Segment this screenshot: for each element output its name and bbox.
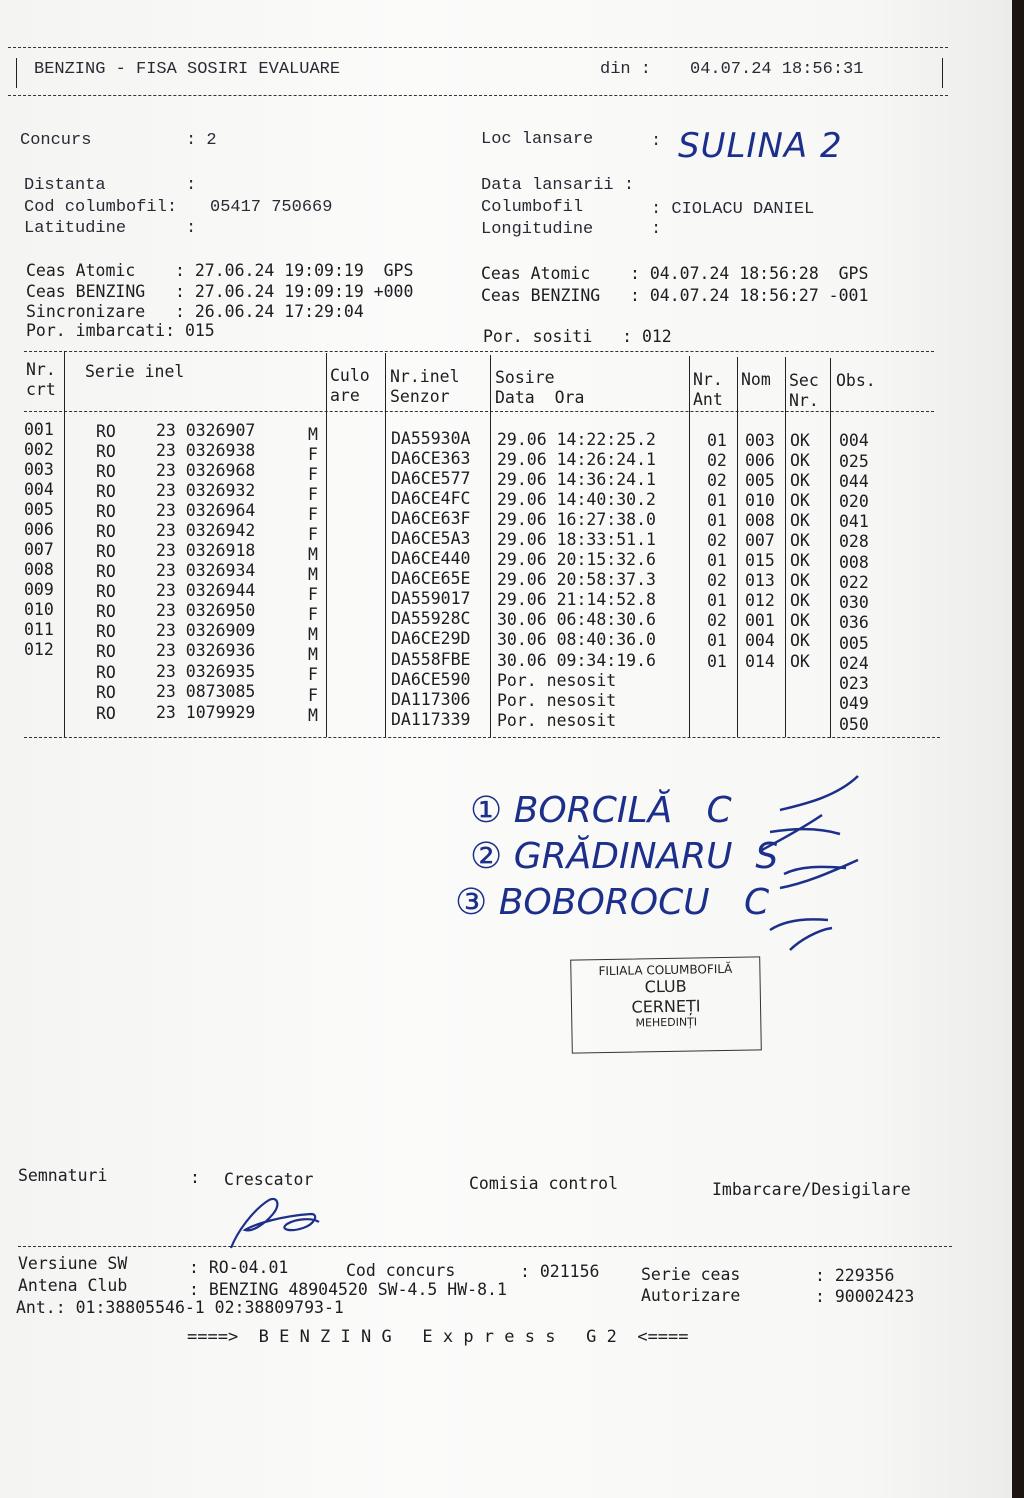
row-sosire: 29.06 21:14:52.8 bbox=[497, 590, 656, 609]
row-ant: 01 bbox=[707, 551, 727, 570]
clock-right-line-1: Ceas Atomic : 04.07.24 18:56:28 GPS bbox=[481, 264, 869, 283]
row-senzor: DA6CE577 bbox=[391, 469, 471, 488]
latitudine-value: : bbox=[186, 219, 197, 238]
row-ant: 02 bbox=[707, 531, 727, 550]
row-sosire: 29.06 14:22:25.2 bbox=[497, 430, 656, 449]
row-sex: F bbox=[308, 485, 318, 504]
row-serie: 23 0326944 bbox=[156, 581, 256, 600]
col-divider bbox=[689, 356, 690, 737]
row-obs: 008 bbox=[839, 553, 869, 572]
row-nr: 012 bbox=[24, 640, 54, 659]
row-sosire: 30.06 06:48:30.6 bbox=[497, 610, 656, 629]
handwritten-initials-marks bbox=[740, 770, 870, 960]
serie-ceas-label: Serie ceas bbox=[641, 1265, 741, 1284]
handwritten-name-2: ② GRĂDINARU S bbox=[470, 836, 779, 877]
row-ant: 02 bbox=[707, 571, 727, 590]
th-nr-ant-2: Ant bbox=[693, 390, 723, 409]
autorizare-value: : 90002423 bbox=[815, 1287, 915, 1306]
row-senzor: DA559017 bbox=[391, 589, 471, 608]
col-divider bbox=[490, 355, 491, 737]
crescator-label: Crescator bbox=[224, 1170, 314, 1189]
th-sec-1: Sec bbox=[789, 371, 819, 390]
stamp-line-4: MEHEDINȚI bbox=[635, 1015, 698, 1030]
row-sex: F bbox=[308, 665, 318, 684]
row-ant: 01 bbox=[707, 511, 727, 530]
row-obs: 020 bbox=[839, 492, 869, 511]
th-nr-inel-2: Senzor bbox=[390, 387, 450, 406]
row-sec: OK bbox=[790, 551, 810, 570]
row-serie: 23 0326968 bbox=[156, 461, 256, 480]
col-divider bbox=[64, 351, 65, 737]
row-nom: 013 bbox=[745, 571, 775, 590]
stamp-line-2: CLUB bbox=[644, 977, 687, 997]
row-obs: 036 bbox=[839, 613, 869, 632]
row-sosire: 29.06 16:27:38.0 bbox=[497, 510, 656, 529]
row-nr: 010 bbox=[24, 600, 54, 619]
th-serie-inel: Serie inel bbox=[85, 362, 185, 381]
row-serie: 23 0326935 bbox=[156, 662, 256, 681]
row-sec: OK bbox=[790, 591, 810, 610]
th-nr-inel-1: Nr.inel bbox=[390, 367, 460, 386]
col-divider bbox=[785, 357, 786, 737]
row-sosire: Por. nesosit bbox=[497, 711, 617, 730]
row-senzor: DA6CE590 bbox=[391, 670, 471, 689]
row-sex: F bbox=[308, 605, 318, 624]
row-sosire: 29.06 14:26:24.1 bbox=[497, 450, 656, 469]
comisia-control-label: Comisia control bbox=[469, 1174, 619, 1193]
row-sosire: Por. nesosit bbox=[497, 671, 617, 690]
row-sosire: 29.06 18:33:51.1 bbox=[497, 530, 656, 549]
row-tara: RO bbox=[96, 663, 116, 682]
row-ant: 01 bbox=[707, 631, 727, 650]
row-nr: 006 bbox=[24, 520, 54, 539]
semnaturi-label: Semnaturi bbox=[18, 1166, 108, 1185]
row-serie: 23 1079929 bbox=[156, 703, 256, 722]
row-tara: RO bbox=[96, 562, 116, 581]
row-ant: 02 bbox=[707, 611, 727, 630]
row-obs: 030 bbox=[839, 593, 869, 612]
cod-concurs-label: Cod concurs bbox=[346, 1261, 456, 1280]
row-sosire: 29.06 20:15:32.6 bbox=[497, 550, 656, 569]
row-sec: OK bbox=[790, 531, 810, 550]
distanta-label: Distanta bbox=[24, 176, 106, 195]
row-senzor: DA6CE5A3 bbox=[391, 529, 471, 548]
row-tara: RO bbox=[96, 622, 116, 641]
row-sosire: 29.06 20:58:37.3 bbox=[497, 570, 656, 589]
row-obs: 022 bbox=[839, 573, 869, 592]
row-ant: 01 bbox=[707, 652, 727, 671]
row-senzor: DA6CE65E bbox=[391, 569, 471, 588]
table-bottom-rule bbox=[24, 737, 940, 738]
th-obs: Obs. bbox=[836, 371, 876, 390]
cod-concurs-value: : 021156 bbox=[520, 1262, 600, 1281]
row-sex: M bbox=[308, 645, 318, 664]
row-senzor: DA117306 bbox=[391, 690, 471, 709]
th-nr-ant-1: Nr. bbox=[693, 370, 723, 389]
row-tara: RO bbox=[96, 502, 116, 521]
header-right-border bbox=[942, 58, 943, 88]
row-obs: 023 bbox=[839, 674, 869, 693]
row-senzor: DA558FBE bbox=[391, 650, 471, 669]
row-nom: 005 bbox=[745, 471, 775, 490]
imbarcare-label: Imbarcare/Desigilare bbox=[712, 1180, 911, 1199]
row-tara: RO bbox=[96, 462, 116, 481]
row-serie: 23 0326942 bbox=[156, 521, 256, 540]
serie-ceas-value: : 229356 bbox=[815, 1266, 895, 1285]
row-serie: 23 0326938 bbox=[156, 441, 256, 460]
row-sex: M bbox=[308, 625, 318, 644]
row-senzor: DA6CE363 bbox=[391, 449, 471, 468]
columbofil-label: Columbofil bbox=[481, 198, 584, 217]
longitudine-value: : bbox=[651, 220, 662, 239]
row-nom: 007 bbox=[745, 531, 775, 550]
row-ant: 02 bbox=[707, 471, 727, 490]
autorizare-label: Autorizare bbox=[641, 1286, 741, 1305]
row-obs: 041 bbox=[839, 512, 869, 531]
row-nom: 001 bbox=[745, 611, 775, 630]
row-sec: OK bbox=[790, 491, 810, 510]
row-nom: 014 bbox=[745, 652, 775, 671]
row-sec: OK bbox=[790, 431, 810, 450]
row-ant: 01 bbox=[707, 431, 727, 450]
row-tara: RO bbox=[96, 522, 116, 541]
row-tara: RO bbox=[96, 683, 116, 702]
row-sex: F bbox=[308, 686, 318, 705]
columbofil-value: : CIOLACU DANIEL bbox=[651, 200, 815, 219]
row-tara: RO bbox=[96, 602, 116, 621]
loc-lansare-handwritten: SULINA 2 bbox=[678, 126, 843, 166]
cod-columbofil-value: 05417 750669 bbox=[210, 198, 333, 217]
row-nr: 011 bbox=[24, 620, 54, 639]
row-senzor: DA55930A bbox=[391, 429, 471, 448]
row-senzor: DA55928C bbox=[391, 609, 471, 628]
col-divider bbox=[830, 358, 831, 738]
row-obs: 050 bbox=[839, 715, 869, 734]
row-senzor: DA117339 bbox=[391, 710, 471, 729]
distanta-value: : bbox=[186, 176, 197, 195]
row-ant: 02 bbox=[707, 451, 727, 470]
table-top-rule bbox=[24, 351, 934, 352]
row-nom: 006 bbox=[745, 451, 775, 470]
table-header-rule bbox=[24, 411, 934, 412]
row-obs: 028 bbox=[839, 532, 869, 551]
row-obs: 024 bbox=[839, 654, 869, 673]
row-sosire: 29.06 14:40:30.2 bbox=[497, 490, 656, 509]
loc-lansare-sep: : bbox=[651, 132, 662, 151]
row-serie: 23 0326932 bbox=[156, 481, 256, 500]
clock-left-line-1: Ceas Atomic : 27.06.24 19:09:19 GPS bbox=[26, 261, 414, 280]
row-serie: 23 0326909 bbox=[156, 621, 256, 640]
row-sec: OK bbox=[790, 471, 810, 490]
row-obs: 005 bbox=[839, 634, 869, 653]
row-sec: OK bbox=[790, 451, 810, 470]
row-senzor: DA6CE4FC bbox=[391, 489, 471, 508]
row-senzor: DA6CE63F bbox=[391, 509, 471, 528]
row-sec: OK bbox=[790, 571, 810, 590]
th-sosire-1: Sosire bbox=[495, 368, 555, 387]
row-serie: 23 0873085 bbox=[156, 682, 256, 701]
report-title: BENZING - FISA SOSIRI EVALUARE bbox=[34, 60, 341, 79]
row-nr: 005 bbox=[24, 500, 54, 519]
row-nr: 007 bbox=[24, 540, 54, 559]
concurs-label: Concurs bbox=[20, 131, 92, 150]
row-nom: 004 bbox=[745, 631, 775, 650]
row-sex: F bbox=[308, 505, 318, 524]
crescator-signature bbox=[215, 1192, 335, 1254]
th-culoare-1: Culo bbox=[330, 366, 370, 385]
th-culoare-2: are bbox=[330, 386, 360, 405]
report-date-label: din : bbox=[600, 60, 652, 79]
col-divider bbox=[326, 353, 327, 737]
antena-club-value: : BENZING 48904520 SW-4.5 HW-8.1 bbox=[189, 1280, 507, 1299]
row-nr: 008 bbox=[24, 560, 54, 579]
row-sex: M bbox=[308, 565, 318, 584]
row-sex: M bbox=[308, 706, 318, 725]
clock-left-line-3: Sincronizare : 26.06.24 17:29:04 bbox=[26, 302, 364, 321]
antenna-ids: Ant.: 01:38805546-1 02:38809793-1 bbox=[16, 1298, 344, 1317]
loc-lansare-label: Loc lansare bbox=[481, 130, 594, 149]
header-top-rule bbox=[8, 47, 948, 48]
row-senzor: DA6CE440 bbox=[391, 549, 471, 568]
th-nr-crt-2: crt bbox=[26, 380, 56, 399]
report-date-value: 04.07.24 18:56:31 bbox=[690, 60, 864, 79]
row-nr: 001 bbox=[24, 420, 54, 439]
clock-left-line-4: Por. imbarcati: 015 bbox=[26, 321, 215, 340]
header-bottom-rule bbox=[8, 95, 948, 96]
handwritten-name-3: ③ BOBOROCU C bbox=[455, 882, 770, 923]
row-sex: F bbox=[308, 585, 318, 604]
row-serie: 23 0326936 bbox=[156, 641, 256, 660]
row-tara: RO bbox=[96, 422, 116, 441]
row-obs: 044 bbox=[839, 472, 869, 491]
clock-left-line-2: Ceas BENZING : 27.06.24 19:09:19 +000 bbox=[26, 282, 414, 301]
th-sec-2: Nr. bbox=[789, 391, 819, 410]
row-nom: 010 bbox=[745, 491, 775, 510]
row-sex: F bbox=[308, 445, 318, 464]
row-serie: 23 0326964 bbox=[156, 501, 256, 520]
antena-club-label: Antena Club bbox=[18, 1276, 128, 1295]
row-nom: 012 bbox=[745, 591, 775, 610]
row-tara: RO bbox=[96, 482, 116, 501]
cod-columbofil-label: Cod columbofil: bbox=[24, 198, 178, 217]
col-divider bbox=[737, 357, 738, 737]
row-ant: 01 bbox=[707, 491, 727, 510]
data-lansarii-label: Data lansarii : bbox=[481, 176, 635, 195]
club-stamp bbox=[570, 956, 762, 1053]
versiune-sw-label: Versiune SW bbox=[18, 1254, 128, 1273]
row-sex: F bbox=[308, 465, 318, 484]
col-divider bbox=[385, 353, 386, 737]
row-serie: 23 0326907 bbox=[156, 421, 256, 440]
row-nr: 002 bbox=[24, 440, 54, 459]
th-nom: Nom bbox=[741, 370, 771, 389]
row-serie: 23 0326918 bbox=[156, 541, 256, 560]
versiune-sw-value: : RO-04.01 bbox=[189, 1258, 289, 1277]
row-sec: OK bbox=[790, 652, 810, 671]
row-nom: 015 bbox=[745, 551, 775, 570]
row-tara: RO bbox=[96, 642, 116, 661]
row-sosire: 30.06 09:34:19.6 bbox=[497, 651, 656, 670]
row-sex: F bbox=[308, 525, 318, 544]
stamp-line-1: FILIALA COLUMBOFILĂ bbox=[598, 961, 733, 979]
row-tara: RO bbox=[96, 542, 116, 561]
row-nr: 003 bbox=[24, 460, 54, 479]
row-nr: 004 bbox=[24, 480, 54, 499]
row-ant: 01 bbox=[707, 591, 727, 610]
row-serie: 23 0326950 bbox=[156, 601, 256, 620]
row-sosire: Por. nesosit bbox=[497, 691, 617, 710]
row-serie: 23 0326934 bbox=[156, 561, 256, 580]
row-nom: 008 bbox=[745, 511, 775, 530]
row-tara: RO bbox=[96, 704, 116, 723]
th-sosire-2: Data Ora bbox=[495, 388, 585, 407]
th-nr-crt-1: Nr. bbox=[26, 360, 56, 379]
row-senzor: DA6CE29D bbox=[391, 629, 471, 648]
row-obs: 025 bbox=[839, 452, 869, 471]
row-nom: 003 bbox=[745, 431, 775, 450]
semnaturi-sep: : bbox=[190, 1168, 200, 1187]
header-left-border bbox=[16, 58, 17, 88]
stamp-line-3: CERNEȚI bbox=[631, 995, 701, 1017]
row-obs: 004 bbox=[839, 431, 869, 450]
row-obs: 049 bbox=[839, 694, 869, 713]
longitudine-label: Longitudine bbox=[481, 220, 594, 239]
benzing-express-brand: ====> B E N Z I N G E x p r e s s G 2 <==== bbox=[187, 1327, 689, 1347]
row-sex: M bbox=[308, 545, 318, 564]
row-nr: 009 bbox=[24, 580, 54, 599]
por-sositi: Por. sositi : 012 bbox=[483, 327, 672, 346]
row-sosire: 29.06 14:36:24.1 bbox=[497, 470, 656, 489]
clock-right-line-2: Ceas BENZING : 04.07.24 18:56:27 -001 bbox=[481, 286, 869, 305]
row-sec: OK bbox=[790, 611, 810, 630]
footer-rule bbox=[18, 1246, 952, 1247]
row-tara: RO bbox=[96, 582, 116, 601]
handwritten-name-1: ① BORCILĂ C bbox=[470, 790, 732, 831]
row-tara: RO bbox=[96, 442, 116, 461]
row-sec: OK bbox=[790, 511, 810, 530]
row-sex: M bbox=[308, 425, 318, 444]
concurs-value: : 2 bbox=[186, 131, 217, 150]
row-sosire: 30.06 08:40:36.0 bbox=[497, 630, 656, 649]
row-sec: OK bbox=[790, 631, 810, 650]
latitudine-label: Latitudine bbox=[24, 219, 127, 238]
